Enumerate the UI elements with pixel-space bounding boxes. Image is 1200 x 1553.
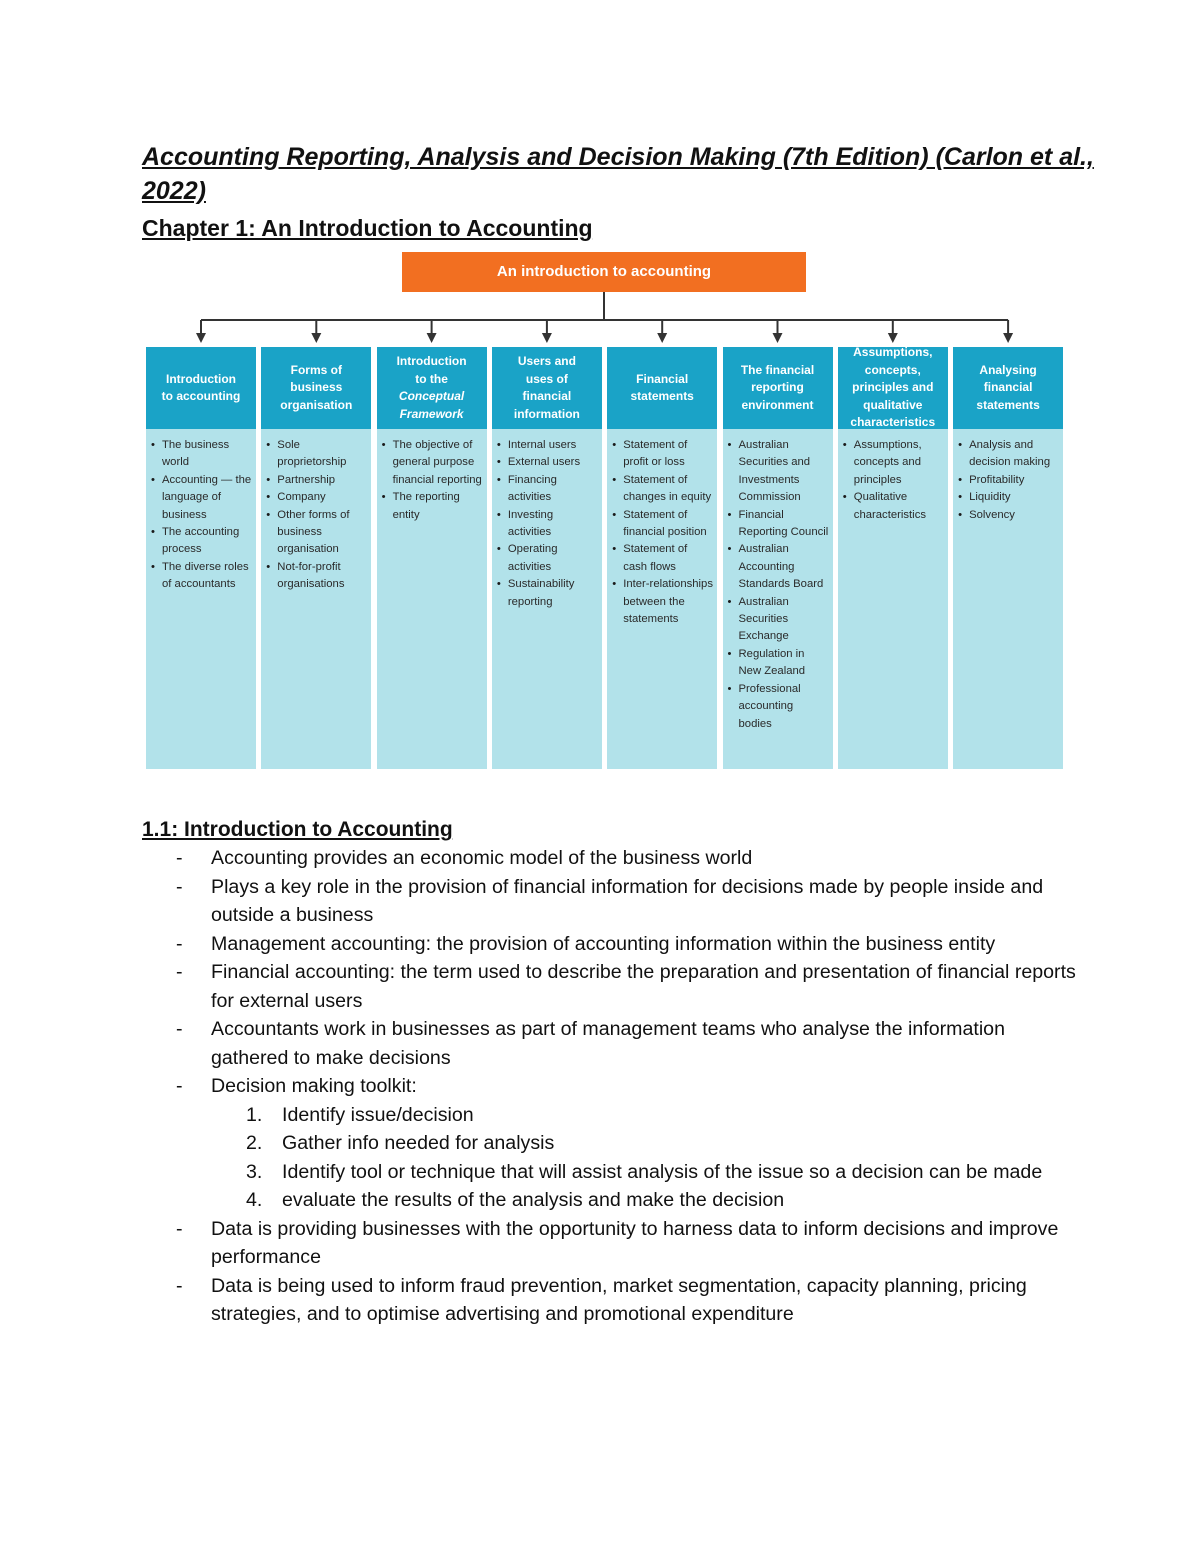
section-bullet (142, 873, 1082, 930)
section-bullet (142, 844, 1082, 873)
diagram-column-header (838, 347, 948, 429)
diagram-column-list (492, 429, 602, 611)
diagram-column-header (723, 347, 833, 429)
section-bullet-text: Accountants work in businesses as part of management teams who analyse the information gathered to make decisions (211, 1018, 1005, 1069)
diagram-column-item: • Profitability (957, 472, 1059, 489)
document-title: Accounting Reporting, Analysis and Decision Making (7th Edition) (Carlon et al., 2022) (142, 143, 1094, 205)
section-bullet-text: Data is being used to inform fraud prevention, market segmentation, capacity planning, pricing strategies, and to optimise advertising and promotional expenditure (211, 1274, 1027, 1325)
diagram-column-item: • Statement of financial position (611, 507, 713, 542)
diagram-column-header-line: financial (522, 389, 572, 403)
section-bullet (142, 1015, 1082, 1072)
decision-toolkit-steps (211, 1101, 1082, 1215)
diagram-column-header-line: qualitative (863, 397, 923, 412)
section-bullet (142, 1215, 1082, 1272)
section-bullet (142, 958, 1082, 1015)
diagram-column-header-line: business (290, 380, 343, 395)
diagram-column-header-line: Conceptual (398, 389, 465, 403)
diagram-column-item: • Investing activities (496, 507, 598, 542)
diagram-column-header-line: financial (983, 380, 1033, 395)
diagram-column-item: • Inter-relationships between the statements (611, 576, 713, 628)
diagram-column-item: • Assumptions, concepts and principles (842, 437, 944, 489)
diagram-column-item: • Statement of cash flows (611, 541, 713, 576)
diagram-column-item: • The business world (150, 437, 252, 472)
diagram-column-header (953, 347, 1063, 429)
diagram-column-item: • Other forms of business organisation (265, 507, 367, 559)
diagram-arrowhead (1003, 333, 1013, 343)
toolkit-step-number: 2. (246, 1132, 263, 1154)
diagram-column-header-line: characteristics (850, 415, 936, 430)
diagram-column-item: • Company (265, 489, 367, 506)
diagram-column-header-line: uses of (525, 371, 568, 386)
diagram-column (607, 347, 717, 769)
diagram-column-header-line: environment (741, 397, 814, 412)
diagram-column-header-line: concepts, (864, 362, 921, 377)
diagram-column-item: • Solvency (957, 507, 1059, 524)
diagram-column-item: • Internal users (496, 437, 598, 454)
diagram-column-item: • Financial Reporting Council (727, 507, 829, 542)
diagram-column-list (953, 429, 1063, 524)
diagram-column-item: • Accounting — the language of business (150, 472, 252, 524)
diagram-column-item: • The reporting entity (381, 489, 483, 524)
diagram-column (723, 347, 833, 769)
diagram-column-header-line: statements (976, 397, 1040, 412)
diagram-column-header-line: to the (415, 371, 448, 386)
diagram-column-header (492, 347, 602, 429)
diagram-arrowhead (773, 333, 783, 343)
diagram-column-header-line: to accounting (161, 389, 241, 403)
section-bullet (142, 930, 1082, 959)
diagram-arrowhead (196, 333, 206, 343)
section-bullet-text: Management accounting: the provision of accounting information within the business entity (211, 932, 996, 955)
diagram-column-header-line: reporting (751, 380, 804, 395)
section-bullet (142, 1272, 1082, 1329)
diagram-column-item: • Liquidity (957, 489, 1059, 506)
diagram-column-item: • External users (496, 454, 598, 471)
diagram-arrowhead (311, 333, 321, 343)
diagram-arrowhead (888, 333, 898, 343)
toolkit-step (211, 1186, 1082, 1215)
toolkit-step-number: 1. (246, 1103, 263, 1126)
diagram-column-list (377, 429, 487, 524)
section-bullet-text: Accounting provides an economic model of the business world (211, 847, 753, 869)
section-bullet-text: Decision making toolkit: (211, 1075, 417, 1097)
diagram-column-header (607, 347, 717, 429)
diagram-arrowhead (427, 333, 437, 343)
toolkit-step (211, 1101, 1082, 1130)
diagram-column-item: • Statement of changes in equity (611, 472, 713, 507)
diagram-column-item: • Partnership (265, 472, 367, 489)
diagram-column-header-line: information (513, 406, 580, 421)
toolkit-step-number: 3. (246, 1160, 263, 1183)
diagram-column-header-line: statements (630, 389, 694, 403)
diagram-root-box: An introduction to accounting (402, 252, 806, 292)
diagram-column-header (377, 347, 487, 429)
diagram-column-item: • The accounting process (150, 524, 252, 559)
diagram-column-header-line: principles and (852, 380, 934, 395)
diagram-column-header-line: Introduction (166, 371, 236, 386)
section-bullet (142, 1072, 1082, 1215)
section-bullet-text: Data is providing businesses with the opportunity to harness data to inform decisions and improve performance (211, 1217, 1059, 1268)
diagram-column (146, 347, 256, 769)
diagram-arrowhead (542, 333, 552, 343)
diagram-column-header-line: Analysing (979, 362, 1037, 377)
diagram-column-item: • Analysis and decision making (957, 437, 1059, 472)
toolkit-step-text: Identify tool or technique that will assist analysis of the issue so a decision can be made (282, 1160, 1043, 1183)
diagram-column-list (607, 429, 717, 628)
diagram-column (492, 347, 602, 769)
diagram-column (953, 347, 1063, 769)
diagram-column-header (261, 347, 371, 429)
diagram-column-item: • Qualitative characteristics (842, 489, 944, 524)
diagram-column-header-line: Users and (517, 354, 576, 368)
diagram-arrowhead (657, 333, 667, 343)
diagram-column-header-line: Financial (636, 371, 689, 386)
toolkit-step-text: evaluate the results of the analysis and make the decision (282, 1189, 785, 1211)
diagram-column-header-line: organisation (280, 397, 353, 412)
diagram-column-item: • Regulation in New Zealand (727, 646, 829, 681)
chapter-title: Chapter 1: An Introduction to Accounting (142, 215, 593, 241)
diagram-column-header (146, 347, 256, 429)
diagram-column-list (261, 429, 371, 594)
section-bullet-text: Plays a key role in the provision of financial information for decisions made by people inside and outside a business (211, 875, 1044, 926)
diagram-column-item: • Financing activities (496, 472, 598, 507)
section-heading: 1.1: Introduction to Accounting (142, 818, 453, 841)
diagram-column-header-line: Introduction (396, 354, 467, 368)
diagram-column-header-line: Assumptions, (853, 345, 933, 360)
diagram-column-header-line: Framework (399, 406, 464, 421)
section-bullet-list (142, 844, 1082, 1329)
diagram-column-item: • Australian Securities Exchange (727, 594, 829, 646)
diagram-column-header-line: The financial (740, 362, 815, 377)
toolkit-step-number: 4. (246, 1189, 263, 1211)
toolkit-step (211, 1158, 1082, 1187)
diagram-column-item: • The objective of general purpose financial reporting (381, 437, 483, 489)
toolkit-step-text: Identify issue/decision (282, 1103, 474, 1126)
diagram-column (838, 347, 948, 769)
diagram-column-item: • Operating activities (496, 541, 598, 576)
toolkit-step (211, 1129, 1082, 1158)
diagram-column (261, 347, 371, 769)
diagram-column-item: • The diverse roles of accountants (150, 559, 252, 594)
diagram-column-item: • Australian Securities and Investments Commission (727, 437, 829, 507)
diagram-column-item: • Not-for-profit organisations (265, 559, 367, 594)
diagram-column-item: • Professional accounting bodies (727, 681, 829, 733)
diagram-column (377, 347, 487, 769)
section-bullet-text: Financial accounting: the term used to describe the preparation and presentation of financial reports for external users (211, 961, 1076, 1012)
diagram-column-list (838, 429, 948, 524)
diagram-column-list (146, 429, 256, 594)
diagram-column-item: • Sustainability reporting (496, 576, 598, 611)
diagram-column-list (723, 429, 833, 733)
diagram-column-item: • Australian Accounting Standards Board (727, 541, 829, 593)
toolkit-step-text: Gather info needed for analysis (282, 1132, 555, 1154)
diagram-column-header-line: Forms of (290, 362, 342, 377)
diagram-column-item: • Statement of profit or loss (611, 437, 713, 472)
diagram-column-item: • Sole proprietorship (265, 437, 367, 472)
